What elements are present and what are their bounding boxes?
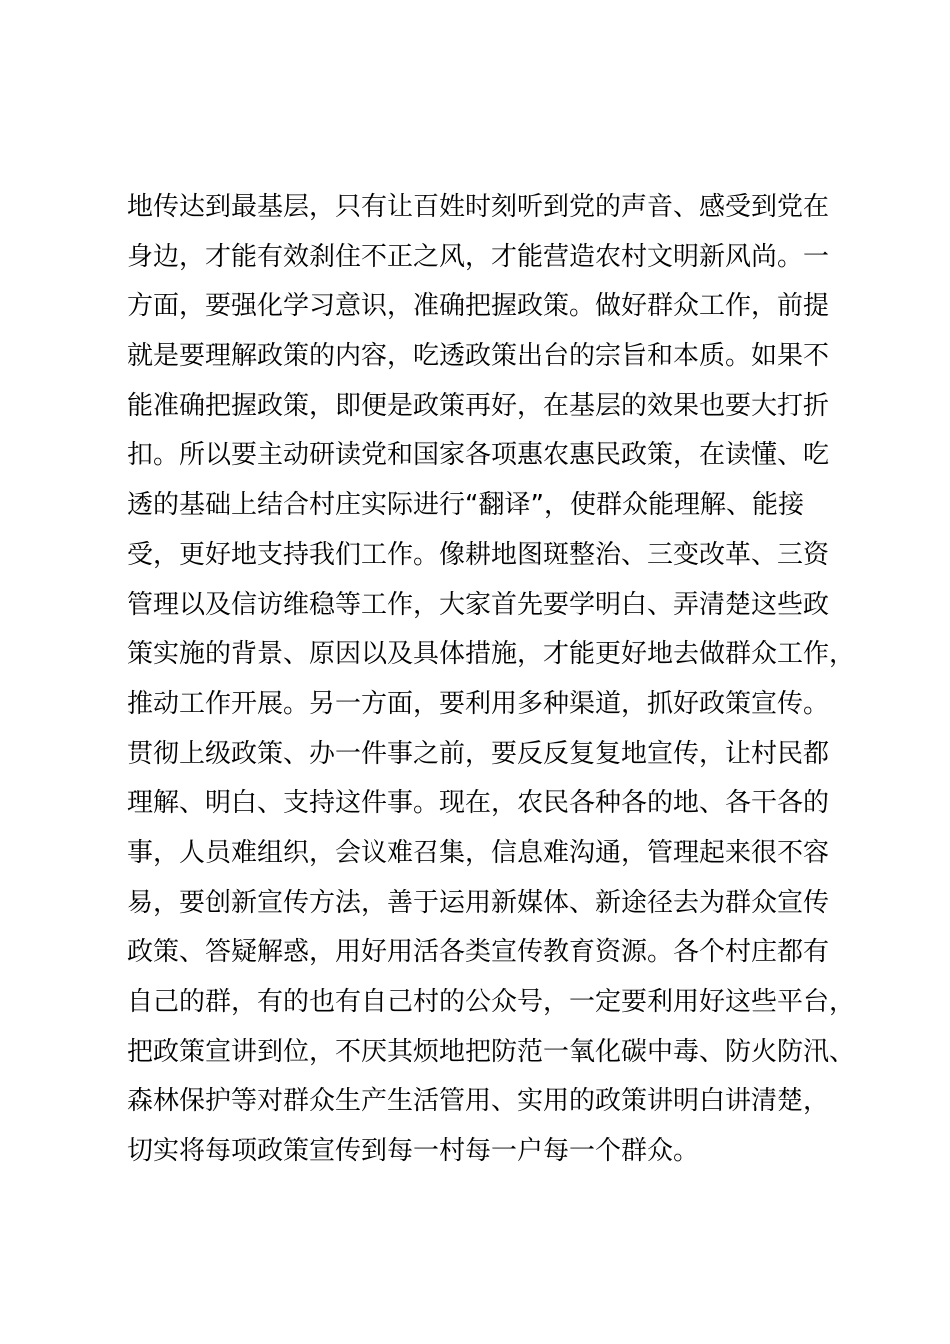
text-line: 管理以及信访维稳等工作，大家首先要学明白、弄清楚这些政 [127, 589, 830, 620]
text-line: 把政策宣讲到位，不厌其烦地把防范一氧化碳中毒、防火防汛、 [127, 1036, 856, 1067]
text-line: 政策、答疑解惑，用好用活各类宣传教育资源。各个村庄都有 [127, 937, 830, 968]
text-line: 就是要理解政策的内容，吃透政策出台的宗旨和本质。如果不 [127, 341, 830, 372]
text-line: 扣。所以要主动研读党和国家各项惠农惠民政策，在读懂、吃 [127, 440, 830, 471]
text-line: 易，要创新宣传方法，善于运用新媒体、新途径去为群众宣传 [127, 887, 830, 918]
text-line: 能准确把握政策，即便是政策再好，在基层的效果也要大打折 [127, 390, 830, 421]
body-paragraph [127, 183, 856, 1177]
text-line: 理解、明白、支持这件事。现在，农民各种各的地、各干各的 [127, 788, 830, 819]
text-line: 推动工作开展。另一方面，要利用多种渠道，抓好政策宣传。 [127, 688, 830, 719]
text-line: 方面，要强化学习意识，准确把握政策。做好群众工作，前提 [127, 291, 830, 322]
text-line: 事，人员难组织，会议难召集，信息难沟通，管理起来很不容 [127, 837, 830, 868]
text-line: 贯彻上级政策、办一件事之前，要反反复复地宣传，让村民都 [127, 738, 830, 769]
text-line: 地传达到最基层，只有让百姓时刻听到党的声音、感受到党在 [127, 192, 830, 222]
text-line: 自己的群，有的也有自己村的公众号，一定要利用好这些平台， [127, 987, 856, 1017]
text-line: 策实施的背景、原因以及具体措施，才能更好地去做群众工作， [127, 639, 856, 670]
text-line: 透的基础上结合村庄实际进行“翻译”，使群众能理解、能接 [127, 490, 804, 521]
text-line: 受，更好地支持我们工作。像耕地图斑整治、三变改革、三资 [127, 539, 830, 570]
text-line: 切实将每项政策宣传到每一村每一户每一个群众。 [127, 1136, 700, 1167]
text-line: 身边，才能有效刹住不正之风，才能营造农村文明新风尚。一 [127, 241, 830, 272]
text-line: 森林保护等对群众生产生活管用、实用的政策讲明白讲清楚， [127, 1086, 830, 1117]
